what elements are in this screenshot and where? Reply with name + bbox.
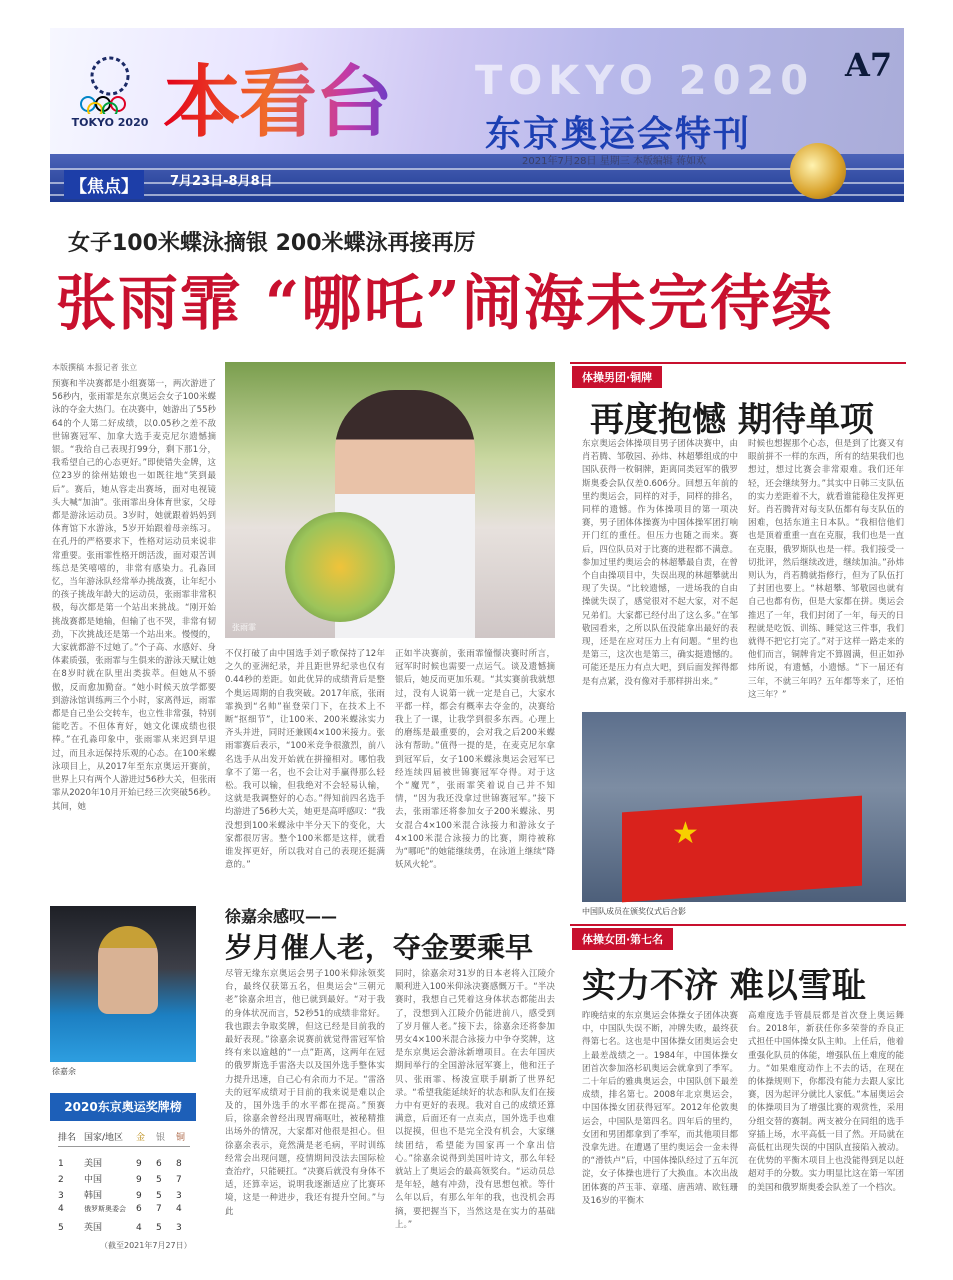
page-number: A7 [845,46,893,84]
divider [570,362,906,364]
table-row: 3 韩国 9 5 3 [58,1191,182,1201]
photo-team-china [582,712,906,902]
header-silver: 银 [156,1133,166,1143]
photo-zhang-yufei [225,362,555,638]
medal-table-title: 2020东京奥运奖牌榜 [50,1093,196,1121]
sub-article-column-1: 尽管无缘东京奥运会男子100米仰泳领奖台，最终仅获第五名，但奥运会“三朝元老”徐嘉余坦言，他已就到最好。“对于我的身体状况而言，52秒51的成绩非常好。我也跟去争取奖牌，但这已经是目前我的最好表现。”徐嘉余说赛前就觉得雷冠军恰终有来以逾越的“一点”距离，这两年在冠的俄罗斯选手雷洛夫以及国外选手整体实力提升迅速，自己心有余而力不足。“雷洛夫的冠军成绩对于目前的我来说是难以企及的，国外选手的水平都在提高。”预赛后，徐嘉余曾经出现胃痛呕吐，被秘精推出场外的情况，大家都对他很是担心。但徐嘉余表示，竟然满是老毛病，平时训练经常会出现问题，疫情期间没法去国际检查治疗，只能硬扛。“决赛后就没有身体不适，还算幸运，说明我逐渐适应了比赛环境，这是一种进步，我还有提升空间。”与此 [225,969,385,1217]
divider [570,924,906,926]
masthead [50,28,904,202]
photo3-caption: 中国队成员在颁奖仪式后合影 [582,907,686,916]
star-icon: ★ [672,816,699,851]
medal-table-header [58,1130,196,1143]
sub-headline: 岁月催人老，夺金要乘早 [225,931,534,964]
header-gold: 金 [136,1133,146,1143]
medal-icon [790,143,846,199]
brand-title: 本看台 [163,57,392,148]
headline: 张雨霏 “哪吒”闹海未完待续 [56,269,834,339]
table-row: 5 英国 4 5 3 [58,1223,182,1233]
men-column-2: 时候也想握那个心态，但是到了比赛又有眼前拼不一样的东西，所有的结果我们也想过，想过比赛会非常艰难。我们还年轻，还会继续努力。”其实中日韩三支队伍的实力差距着不大，就看谁能稳住发挥更好。肖若腾背对每支队伍都有每支队伍的困难，包括东道主日本队。“我相信他们也是顶着重重一直在克服，我们也是一直在克服，俄罗斯队也是一样。我们接受一切批评，然后继续改进，继续加油。”孙炜则认为，肖若腾就指修行，但为了队伍打了封团也要上。“林超攀、邹敬园也就有自己也都有伤，但是大家都在拼。奥运会推迟了一年，我们封闭了一年，每天的日程就是吃饭、训练、睡觉这三件事，我们就得不把它打完了。”对于这样一路走来的他们而言，铜牌肯定不算圆满，但正如孙炜所说，有遗憾，小遗憾。“下一届还有三年，不就三年吗？五年都等来了，还怕这三年？” [748,439,904,700]
tokyo-watermark: TOKYO 2020 [475,58,815,104]
medal-table-note: （截至2021年7月27日） [100,1241,192,1250]
header-bronze: 铜 [176,1133,186,1143]
header-rank: 排名 [58,1133,77,1143]
sub-kicker: 徐嘉余感叹—— [225,907,338,926]
women-column-2: 高难度选手管晨辰都是首次登上奥运舞台。2018年，新获任你多荣誉的乔良正式担任中国体操女队主帅。上任后，他着重强化队员的体能，增强队伍上难度的能力。“如果难度动作上不去的话，在现在的体操规则下，你都没有能力去跟人家比赛，因为起评分就比人家低。”本届奥运会的体操项目为了增强比赛的观赏性，采用分组交替的赛制。两支被分在同组的选手穿插上场，水平高低一目了然。开局就在高低杠出现失误的中国队直接陷入被动。在优势的平衡木项目上也没能得到足以赶超对手的分数。实力明显比这在第一军团的美国和俄罗斯奥委会队差了一个档次。 [748,1011,904,1193]
table-row: 4 俄罗斯奥委会 6 7 4 [58,1204,182,1214]
emblem-text: TOKYO 2020 [71,116,149,129]
women-headline: 实力不济 难以雪耻 [582,966,866,1006]
table-row: 2 中国 9 5 7 [58,1175,182,1185]
photo-xu-jiayu [50,906,196,1062]
byline: 本版撰稿 本报记者 张立 [52,363,138,372]
tokyo-emblem-icon [70,54,150,114]
header-country: 国家/地区 [84,1133,124,1143]
women-column-1: 昨晚结束的东京奥运会体操女子团体决赛中，中国队失误不断，冲牌失败，最终获得第七名。这也是中国体操女团奥运会史上最差战绩之一。1984年，中国体操女团首次参加洛杉矶奥运会就拿到了季军。二十年后的雅典奥运会，中国队创下最差成绩，排名第七。2008年北京奥运会，中国体操女团获得冠军。2012年伦敦奥运会，中国队是第四名。四年后的里约，女团和男团都拿到了季军，而其他项目都没拿先进。在遭遇了里约奥运会一金未得的“滑铁卢”后，中国体操队经过了五年沉淀，女子体操也进行了大换血。本次出战团体赛的芦玉菲、章瑾、唐茜靖、欧钰珊及16岁的平衡木 [582,1011,738,1206]
subheadline: 女子100米蝶泳摘银 200米蝶泳再接再厉 [68,231,476,256]
bouquet [285,512,395,622]
section-tag: 【焦点】 [64,170,144,199]
issue-date: 2021年7月28日 星期三 本版编辑 蒋如欢 [522,156,707,167]
article-column-3: 正如半决赛前，张雨霏憧憬决赛时所言，冠军时时候也需要一点运气。谈及遗憾摘银后，她反而更加乐观。“其实赛前我就想过，没有人说第一就一定是自己，大家水平都一样，都会有概率去夺金的，决赛给我上了一课，让我学到很多东西。心理上的磨练是最重要的，会对我之后200米蝶泳有帮助。”值得一提的是，在麦克尼尔拿到冠军后，女子100米蝶泳奥运会冠军已经连续四届被世锦赛冠军夺得。对于这个“魔咒”，张雨霏笑着说自己并不知情，“因为我还没拿过世锦赛冠军。”接下去，张雨霏还将参加女子200米蝶泳、男女混合4×100米混合泳接力和游泳女子4×100米混合泳接力的比赛，期待被称为“哪吒”的她能继续勇，在泳道上继续“降妖风火轮”。 [395,649,555,871]
national-flag [622,796,862,903]
swimmer-figure [98,926,158,1014]
special-edition-title: 东京奥运会特刊 [485,114,752,155]
men-column-1: 东京奥运会体操项目男子团体决赛中，由肖若腾、邹敬园、孙炜、林超攀组成的中国队获得一枚铜牌，距离同类冠军的俄罗斯奥委会队仅差0.606分。回想五年前的里约奥运会，同样的对手，同样的排名，同样的遗憾。作为体操项目的第一项决赛，男子团体体操赛为中国体操军团打响开门红的重任。但压力也随之而来。赛后，四位队员对于比赛的进程都不满意。参加过里约奥运会的林超攀最自责，在曾个自由操项目中，失误出现的林超攀就出现了失误。“比较遗憾，一进场我的自由操就失误了，感觉很对不起大家，对不起兄弟们。大家都已经付出了这么多。”在邹敬园看来，之所以队伍没能拿出最好的表现，还是在应对压力上有问题。“里约也是第三，这次也是第三，确实挺遗憾的。可能还是压力有点大吧，到后面发挥得都是有点紧，没有像对手那样拼出来。” [582,439,738,687]
table-row: 1 美国 9 6 8 [58,1159,182,1169]
article-column-1: 预赛和半决赛都是小组赛第一，两次游进了56秒内，张雨霏是东京奥运会女子100米蝶泳的夺金大热门。在决赛中，她游出了55秒64的个人第二好成绩，以0.05秒之差不敌世锦赛冠军、加拿大选手麦克尼尔遗憾摘银。“我给自己表现打99分，剩下那1分，我希望自己的心态更好。”即使错失金牌，这位23岁的徐州姑娘也一如既往地“笑到最后”。赛后，她从容走出赛场，面对电视镜头大喊“加油”。张雨霏出身体育世家，父母都是游泳运动员。3岁时，她就跟着妈妈到体育馆下水游泳，5岁开始跟着母亲练习。在孔丹的严格要求下，性格对运动员来说非常重要。张雨霏性格开朗活泼，面对艰苦训练总是笑嘻嘻的，非常有感染力。孔淼回忆，当年游泳队经常举办挑战赛，让年纪小的孩子挑战年龄大的运动员，张雨霏非常积极，每次都是第一个站出来挑战。“刚开始挑战赛都是她输，但输了也不哭，非常有韧劲，下次挑战还是第一个站出来。慢慢的，大家就都游不过她了。”个子高、水感好、身体素质强，张雨霏与生俱来的游泳天赋让她在8岁时就在队里出类拔萃。但她从不骄傲，反而愈加勤奋。“她小时候天放学都要到游泳馆训练两三个小时，家离得远，雨霏都是自己坐公交转车，也立性非常强，特别能吃苦。不但体育好，她文化课成绩也很棒。”在孔淼印象中，张雨霏从来迟到早退过，而且永远保持乐观的心态。在100米蝶泳项目上，从2017年至东京奥运开赛前，世界上只有两个人游进过56秒大关，但张雨霏从2020年10月开始已经三次突破56秒。其间，她 [52,379,216,812]
men-headline: 再度抱憾 期待单项 [590,400,874,440]
section-tag-women: 体操女团·第七名 [572,928,673,950]
article-column-2: 不仅打破了由中国选手刘子歌保持了12年之久的亚洲纪录，并且距世界纪录也仅有0.44秒的差距。如此优异的成绩背后是整个奥运周期的自我突破。2017年底，张雨霏换到“名帅”崔登荣门下，在技术上不断“抠细节”，让100米、200米蝶泳实力齐头并进，同时还兼顾4×100米接力。张雨霏赛后表示，“100米竞争很激烈，前八名选手从出发开始就在拼撞相对。哪怕我拿不了第一名，也不会让对手赢得那么轻松。我可以输，但我绝对不会轻易认输，这就是我调整好的心态。”得知前四名选手均游进了56秒大关，她更是高呼感叹：“我没想到100米蝶泳中半分天下的变化，大家都很厉害。整个100米都是这样，就看谁发挥更好，所以我对自己的表现还挺满意的。” [225,649,385,871]
section-tag-men: 体操男团·铜牌 [572,366,662,388]
games-dates: 7月23日-8月8日 [170,174,273,189]
sub-article-column-2: 同时，徐嘉余对31岁的日本老将入江陵介顺利进入100米仰泳决赛感慨万千。“半决赛时，我想自己凭着这身体状态都能出去了，没想到入江陵介仍能进前八，感受到了岁月催人老。”接下去，徐嘉余还将参加男女4×100米混合泳接力中争夺奖牌，这是东京奥运会游泳新增项目。在去年国庆期间举行的全国游泳冠军赛上，他和汪子贝、张雨霏、杨浚宣联手刷新了世界纪录。“希望我能延续好的状态和队友们在接力中有更好的表现。我对自己的成绩还算满意，后面还有一点卖点，国外选手也难以捉摸，但也不是完全没有机会，大家继续团结，希望能为国家再一个拿出信心。”徐嘉余说得到美国叶诗文，那么年轻就站上了奥运会的最高领奖台。“运动员总是年轻，越有冲劲，没有思想包袱。等什么年以后，有那么年年的我，也没机会再摘，要把握当下，当然这是在实力的基础上。” [395,969,555,1230]
photo-caption: 张雨霏 [232,623,256,632]
photo2-caption: 徐嘉余 [52,1067,76,1076]
